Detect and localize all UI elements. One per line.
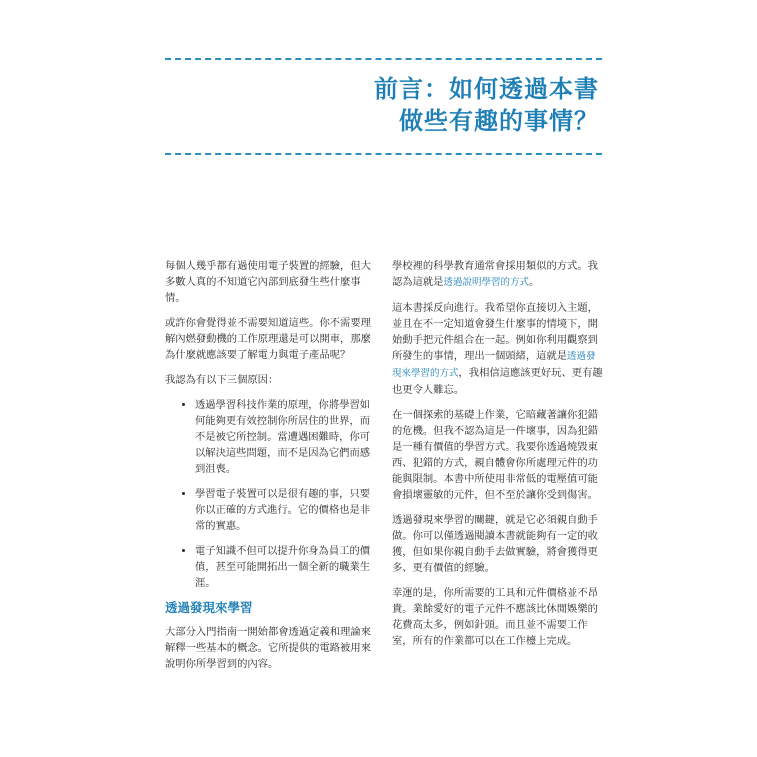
- right-paragraph-4: 透過發現來學習的關鍵，就是它必須親自動手做。你可以僅透過閱讀本書就能夠有一定的收獲，但如果你親自動手去做實驗，將會獲得更多、更有價值的經驗。: [392, 514, 598, 574]
- section-heading: 透過發現來學習: [165, 600, 253, 615]
- left-paragraph-2: 或許你會覺得並不需要知道這些。你不需要理解內燃發動機的工作原理還是可以開車，那麼為什麼就應該要了解電力與電子產品呢？: [165, 317, 371, 361]
- right-column: [392, 258, 604, 658]
- chapter-title: [374, 73, 599, 137]
- emphasis-text: 透過說明學習的方式: [443, 277, 529, 288]
- reason-item: • 電子知識不但可以提升你身為員工的價值，甚至可能開拓出一個全新的職業生涯。: [195, 543, 377, 591]
- right-paragraph-2: 這本書採反向進行。我希望你直接切入主題，並且在不一定知道會發生什麼事的情境下，開始動手把元件組合在一起。例如你利用觀察到所發生的事情，理出一個頭緒，這就是透過發現來學習的方式，我相信這應該更好玩、更有趣也更令人難忘。: [392, 302, 603, 396]
- top-dashed-rule: [165, 58, 602, 60]
- reason-item: • 透過學習科技作業的原理，你將學習如何能夠更有效控制你所居住的世界，而不是被它所控制。當遭遇困難時，你可以解決這些問題，而不是因為它們而感到沮喪。: [195, 397, 377, 477]
- right-paragraph-1: 學校裡的科學教育通常會採用類似的方式。我認為這就是透過說明學習的方式。: [392, 260, 598, 288]
- reason-item: • 學習電子裝置可以是很有趣的事，只要你以正確的方式進行。它的價格也是非常的實惠。: [195, 486, 377, 534]
- emphasis-text: 透過發現來學習的方式: [392, 351, 596, 379]
- left-paragraph-4: 大部分入門指南一開始都會透過定義和理論來解釋一些基本的概念。它所提供的電路被用來說明你所學習到的內容。: [165, 626, 371, 670]
- title-line-1: 前言：如何透過本書: [374, 75, 599, 103]
- bottom-dashed-rule: [165, 153, 602, 155]
- left-column: [165, 258, 377, 681]
- right-paragraph-5: 幸運的是，你所需要的工具和元件價格並不昂貴。業餘愛好的電子元件不應該比休閒娛樂的花費高太多，例如針頭。而且並不需要工作室，所有的作業都可以在工作檯上完成。: [392, 587, 598, 647]
- left-paragraph-1: 每個人幾乎都有過使用電子裝置的經驗，但大多數人真的不知道它內部到底發生些什麼事情。: [165, 260, 371, 304]
- right-paragraph-3: 在一個探索的基礎上作業，它暗藏著讓你犯錯的危機。但我不認為這是一件壞事，因為犯錯是一種有價值的學習方式。我要你透過燒毀東西、犯錯的方式，親自體會你所處理元件的功能與限制。本書中所使用非常低的電壓值可能會損壞靈敏的元件，但不至於讓你受到傷害。: [392, 409, 598, 501]
- left-paragraph-3: 我認為有以下三個原因：: [165, 374, 279, 386]
- reasons-list: [165, 397, 377, 591]
- title-line-2: 做些有趣的事情？: [399, 107, 599, 135]
